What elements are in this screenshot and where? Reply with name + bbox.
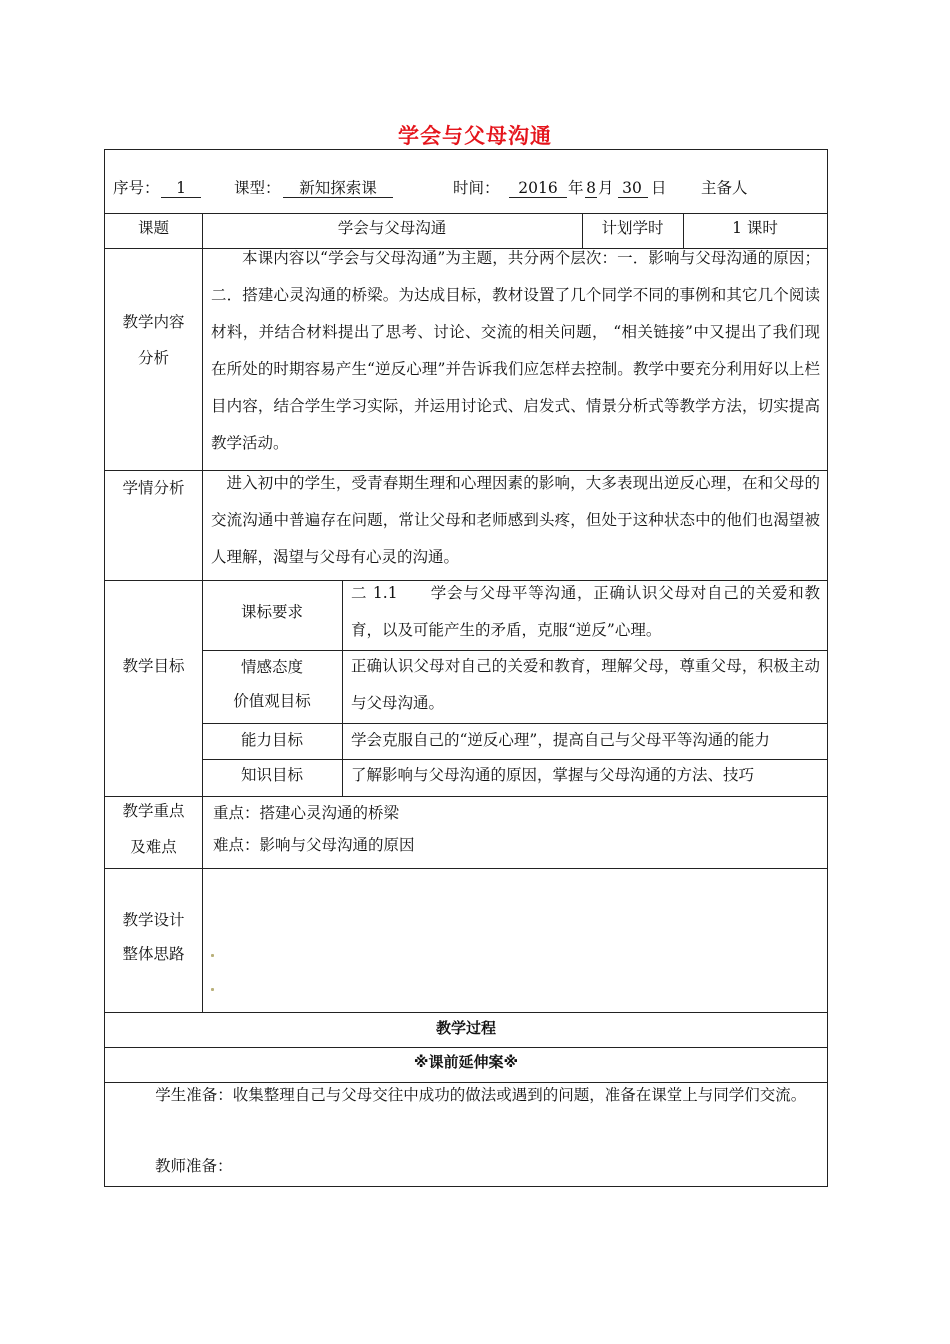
objective-type-label: 课标要求: [240, 603, 303, 621]
month-suffix: 月: [598, 179, 614, 197]
type-value: 新知探索课: [299, 179, 377, 197]
objective-type-label: 知识目标: [240, 766, 303, 784]
marker-dot: [211, 988, 214, 991]
year-suffix: 年: [568, 179, 584, 197]
student-prep-text: 学生准备：收集整理自己与父母交往中成功的做法或遇到的问题，准备在课堂上与同学们交流。: [155, 1086, 807, 1104]
pre-class-heading: ※课前延伸案※: [413, 1053, 519, 1071]
key-points-label: 教学重点: [122, 802, 185, 820]
objective-text: 了解影响与父母沟通的原因，掌握与父母沟通的方法、技巧: [351, 766, 755, 784]
objective-type-label: 能力目标: [240, 731, 303, 749]
underline: [618, 197, 648, 198]
month-value: 8: [586, 179, 596, 197]
day-suffix: 日: [651, 179, 667, 197]
lesson-plan-table: [104, 149, 828, 1187]
topic-label: 课题: [137, 219, 169, 237]
type-label: 课型：: [234, 179, 281, 197]
seq-label: 序号：: [113, 179, 160, 197]
objective-type-label: 价值观目标: [233, 692, 311, 710]
row-divider: [105, 868, 827, 869]
marker-dot: [211, 954, 214, 957]
underline: [509, 197, 567, 198]
document-title: 学会与父母沟通: [398, 124, 552, 148]
design-label: 整体思路: [122, 945, 185, 963]
difficulty-text: 难点：影响与父母沟通的原因: [213, 836, 415, 854]
underline: [283, 197, 393, 198]
time-label: 时间：: [453, 179, 500, 197]
process-heading: 教学过程: [435, 1019, 496, 1037]
seq-value: 1: [176, 179, 186, 197]
objective-text: 学会克服自己的“逆反心理”，提高自己与父母平等沟通的能力: [351, 731, 770, 749]
row-divider: [202, 759, 827, 760]
design-label: 教学设计: [122, 911, 185, 929]
hours-label: 计划学时: [601, 219, 664, 237]
row-divider: [202, 723, 827, 724]
row-divider: [105, 796, 827, 797]
focus-text: 重点：搭建心灵沟通的桥梁: [213, 804, 400, 822]
learner-analysis-text: 进入初中的学生，受青春期生理和心理因素的影响，大多表现出逆反心理，在和父母的交流沟通中普遍存在问题，常让父母和老师感到头疼，但处于这种状态中的他们也渴望被人理解，渴望与父母有心灵的沟通。: [211, 474, 820, 566]
row-divider: [105, 1012, 827, 1013]
day-value: 30: [622, 179, 642, 197]
hours-value: 1 课时: [732, 219, 778, 237]
teacher-prep-text: 教师准备：: [155, 1157, 233, 1175]
key-points-label: 及难点: [130, 838, 177, 856]
underline: [161, 197, 201, 198]
content-analysis-text: 本课内容以“学会与父母沟通”为主题，共分两个层次：一．影响与父母沟通的原因；二．搭建心灵沟通的桥梁。为达成目标，教材设置了几个同学不同的事例和其它几个阅读材料，并结合材料提出了思考、讨论、交流的相关问题， “相关链接”中又提出了我们现在所处的时期容易产生“逆反心理”并告诉我们应怎样去控制。教学中要充分利用好以上栏目内容，结合学生学习实际，并运用讨论式、启发式、情景分析式等教学方法，切实提高教学活动。: [211, 249, 820, 452]
objective-text: 正确认识父母对自己的关爱和教育，理解父母，尊重父母，积极主动与父母沟通。: [351, 657, 820, 712]
topic-value: 学会与父母沟通: [337, 219, 447, 237]
preparer-label: 主备人: [701, 179, 748, 197]
row-divider: [105, 1047, 827, 1048]
objective-text: 二 1.1 学会与父母平等沟通，正确认识父母对自己的关爱和教育，以及可能产生的矛盾，克服“逆反”心理。: [351, 584, 820, 639]
column-divider: [342, 580, 343, 796]
underline: [585, 197, 597, 198]
objectives-label: 教学目标: [122, 657, 185, 675]
content-analysis-label: 分析: [137, 349, 169, 367]
content-analysis-label: 教学内容: [122, 313, 185, 331]
learner-analysis-label: 学情分析: [122, 479, 185, 497]
row-divider: [105, 213, 827, 214]
objective-type-label: 情感态度: [240, 658, 303, 676]
year-value: 2016: [518, 179, 558, 197]
